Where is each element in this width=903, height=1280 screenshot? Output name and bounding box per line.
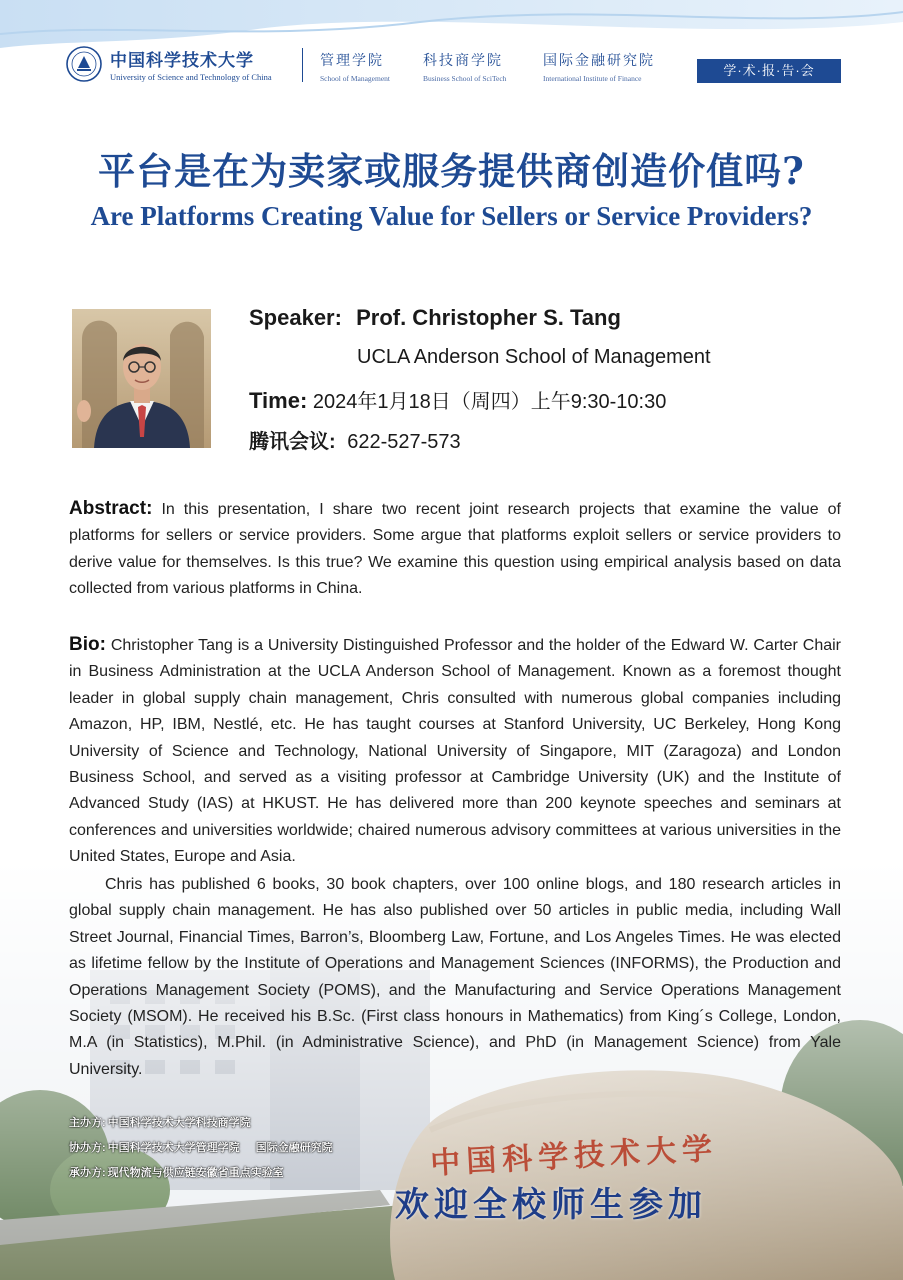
- university-name-cn: 中国科学技术大学: [110, 51, 254, 71]
- school-management: [320, 50, 390, 83]
- meeting-label: 腾讯会议:: [249, 431, 336, 453]
- university-name-en: University of Science and Technology of China: [110, 72, 272, 82]
- school-name-en: School of Management: [320, 74, 390, 83]
- meeting-line: [249, 425, 461, 454]
- welcome-slogan: 欢迎全校师生参加: [395, 1185, 707, 1225]
- undertake-name: 现代物流与供应链安徽省重点实验室: [107, 1167, 284, 1179]
- time-value: 2024年1月18日（周四）上午9:30-10:30: [312, 391, 667, 413]
- abstract-text: In this presentation, I share two recent joint research projects that examine the value of platforms for sellers or service providers. Some argue that platforms exploit sellers or service providers to derive value for themselves. Is this true? We examine this question using empirical analysis based on data collected from various platforms in China.: [69, 501, 841, 598]
- co-name-1: 中国科学技术大学管理学院: [107, 1142, 240, 1154]
- host-name: 中国科学技术大学科技商学院: [107, 1117, 251, 1129]
- speaker-affiliation: UCLA Anderson School of Management: [357, 346, 711, 368]
- bio-label: Bio:: [69, 634, 106, 655]
- bio-paragraph-2: Chris has published 6 books, 30 book chapters, over 100 online blogs, and 180 research articles in global supply chain management. He has also published over 50 articles in public media, including Wall Street Journal, Financial Times, Barron’s, Bloomberg Law, Fortune, and Los Angeles Times. He was elected as lifetime fellow by the Institute of Operations and Management Sciences (INFORMS), the Production and Operations Management Society (POMS), and the Manufacturing and Service Operations Management Society (MSOM). He received his B.Sc. (First class honours in Mathematics) from King´s College, London, M.A (in Statistics), M.Phil. (in Administrative Science), and PhD (in Management Science) from Yale University.: [69, 876, 841, 1078]
- school-scitech: [423, 50, 506, 83]
- university-seal-icon: [66, 46, 102, 82]
- time-label: Time:: [249, 388, 308, 413]
- school-name-en: International Institute of Finance: [543, 74, 642, 83]
- school-finance: [543, 50, 655, 83]
- school-name-cn: 国际金融研究院: [543, 53, 655, 69]
- co-label: 协办方:: [69, 1142, 106, 1154]
- school-name-en: Business School of SciTech: [423, 74, 507, 83]
- stone-inscription: 中国科学技术大学: [429, 1131, 719, 1182]
- undertake-label: 承办方:: [69, 1167, 106, 1179]
- organizer-co: [69, 1139, 333, 1155]
- title-en: Are Platforms Creating Value for Sellers or Service Providers?: [90, 201, 813, 231]
- speaker-photo: [72, 309, 211, 448]
- bio: [69, 632, 841, 871]
- host-label: 主办方:: [69, 1117, 106, 1129]
- abstract-label: Abstract:: [69, 498, 153, 519]
- speaker-name: Prof. Christopher S. Tang: [356, 305, 621, 330]
- header: [0, 40, 903, 90]
- bio-paragraph-1: Christopher Tang is a University Distinguished Professor and the holder of the Edward W. Carter Chair in Business Administration at the UCLA Anderson School of Management. Known as a foremost thought leader in global supply chain management, Chris consulted with numerous global companies including Amazon, HP, IBM, Nestlé, etc. He has taught courses at Stanford University, UC Berkeley, Hong Kong University of Science and Technology, National University of Singapore, MIT (Zaragoza) and London Business School, and served as a visiting professor at Cambridge University (UK) and the Institute of Advanced Study (IAS) at HKUST. He has delivered more than 200 keynote speeches and seminars at conferences and universities worldwide; chaired numerous advisory committees at various universities in the United States, Europe and Asia.: [69, 637, 841, 866]
- speaker-line: [249, 305, 621, 331]
- meeting-id: 622-527-573: [347, 431, 461, 453]
- abstract: [69, 496, 841, 603]
- title-cn: 平台是在为卖家或服务提供商创造价值吗?: [98, 149, 805, 193]
- school-name-cn: 科技商学院: [423, 53, 503, 69]
- seminar-badge: 学·术·报·告·会: [697, 59, 841, 83]
- organizer-undertake: [69, 1164, 284, 1180]
- school-name-cn: 管理学院: [320, 53, 384, 69]
- organizer-host: [69, 1114, 251, 1130]
- co-name-2: 国际金融研究院: [255, 1142, 333, 1154]
- time-line: [249, 385, 666, 414]
- header-divider: [302, 48, 303, 82]
- speaker-label: Speaker:: [249, 305, 342, 330]
